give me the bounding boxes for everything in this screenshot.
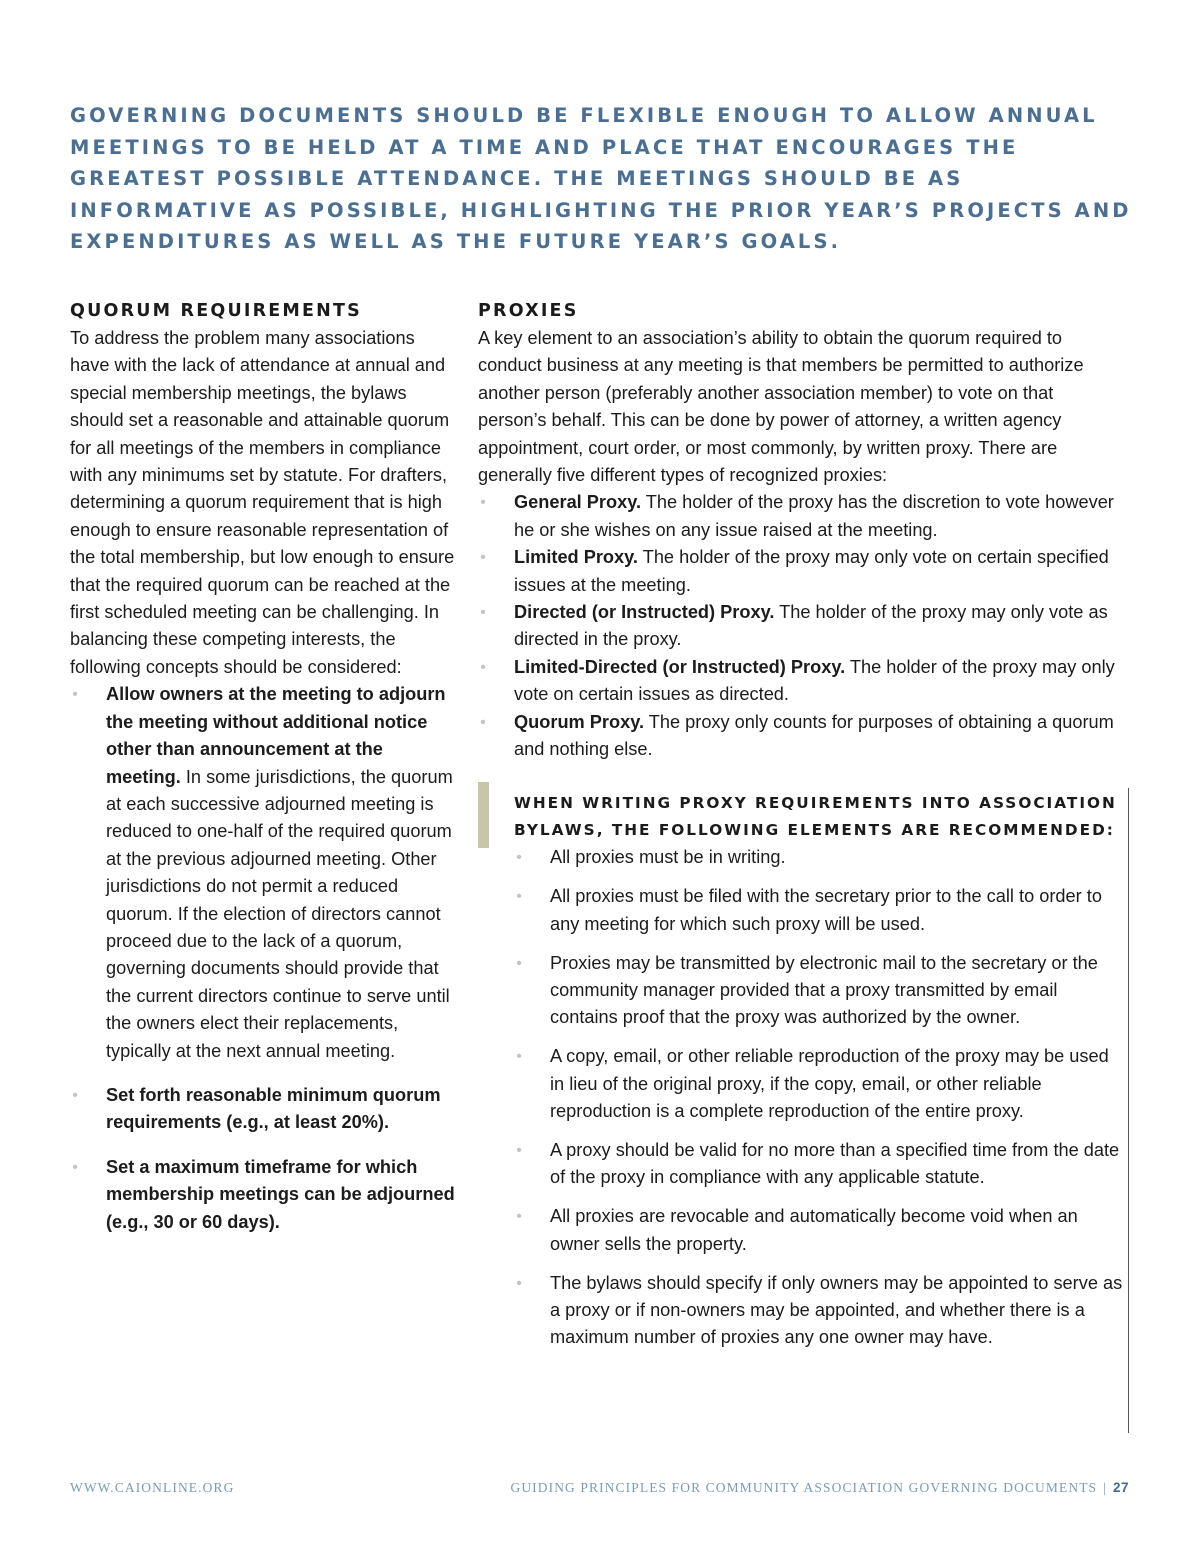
bullet-icon: • [516,1274,522,1292]
page-number: 27 [1112,1480,1129,1495]
quorum-intro: To address the problem many associations have with the lack of attendance at annual and special membership meetings, the bylaws should set a reasonable and attainable quorum for all meetings of the members in compliance with any minimums set by statute. For drafters, determining a quorum requirement that is high enough to ensure reasonable representation of the total membership, but low enough to ensure that the required quorum can be reached at the first scheduled meeting can be challenging. In balancing these competing interests, the following concepts should be considered: [70,328,455,677]
proxies-intro: A key element to an association’s ability to obtain the quorum required to conduct business at any meeting is that members be permitted to authorize another person (preferably another association member) to vote on that person’s behalf. This can be done by power of attorney, a written agency appointment, court order, or most commonly, by written proxy. There are generally five different types of recognized proxies: [478,328,1084,486]
bullet-icon: • [516,849,522,867]
callout-list [514,844,1126,1352]
bullet-icon: • [72,1086,78,1104]
footer-publication [510,1480,1129,1496]
list-item: • Set forth reasonable minimum quorum requirements (e.g., at least 20%). [70,1082,455,1137]
callout-accent-bar [478,782,489,848]
bullet-icon: • [516,954,522,972]
list-item: • All proxies are revocable and automatically become void when an owner sells the property. [514,1203,1126,1258]
footer-title: GUIDING PRINCIPLES FOR COMMUNITY ASSOCIATION GOVERNING DOCUMENTS [510,1480,1098,1495]
bullet-icon: • [480,604,486,622]
list-item: • Set a maximum timeframe for which membership meetings can be adjourned (e.g., 30 or 60 days). [70,1154,455,1236]
list-item: • The bylaws should specify if only owners may be appointed to serve as a proxy or if non-owners may be appointed, and whether there is a maximum number of proxies any one owner may have. [514,1270,1126,1352]
proxy-recommendations-callout [478,790,1126,1352]
quorum-heading: QUORUM REQUIREMENTS [70,301,362,321]
footer-website[interactable]: WWW.CAIONLINE.ORG [70,1480,235,1495]
list-item: • Quorum Proxy. The proxy only counts for purposes of obtaining a quorum and nothing else. [478,709,1126,764]
proxies-heading: PROXIES [478,301,579,321]
bullet-icon: • [516,1208,522,1226]
bullet-icon: • [516,1141,522,1159]
list-item: • Limited-Directed (or Instructed) Proxy. The holder of the proxy may only vote on certain issues as directed. [478,654,1126,709]
list-item: • General Proxy. The holder of the proxy has the discretion to vote however he or she wishes on any issue raised at the meeting. [478,489,1126,544]
list-item: • Limited Proxy. The holder of the proxy may only vote on certain specified issues at the meeting. [478,544,1126,599]
callout-heading: WHEN WRITING PROXY REQUIREMENTS INTO ASSOCIATION BYLAWS, THE FOLLOWING ELEMENTS ARE RECOMMENDED: [514,793,1117,839]
footer-separator: | [1103,1480,1107,1495]
bullet-icon: • [72,1158,78,1176]
bullet-icon: • [480,549,486,567]
list-item: • All proxies must be in writing. [514,844,1126,871]
callout-vertical-rule [1128,788,1129,1433]
list-item: • Directed (or Instructed) Proxy. The holder of the proxy may only vote as directed in the proxy. [478,599,1126,654]
proxies-section [478,298,1126,1352]
bullet-icon: • [72,686,78,704]
list-item: • Proxies may be transmitted by electronic mail to the secretary or the community manager provided that a proxy transmitted by email contains proof that the proxy was authorized by the owner. [514,950,1126,1032]
quorum-section [70,298,455,1236]
quorum-concepts-list [70,681,455,1236]
list-item: • A copy, email, or other reliable reproduction of the proxy may be used in lieu of the original proxy, if the copy, email, or other reliable reproduction is a complete reproduction of the entire proxy. [514,1043,1126,1125]
list-item: • All proxies must be filed with the secretary prior to the call to order to any meeting for which such proxy will be used. [514,883,1126,938]
bullet-icon: • [516,1048,522,1066]
bullet-icon: • [516,888,522,906]
bullet-icon: • [480,713,486,731]
proxy-types-list [478,489,1126,763]
list-item: • Allow owners at the meeting to adjourn the meeting without additional notice other than announcement at the meeting. In some jurisdictions, the quorum at each successive adjourned meeting is reduced to one-half of the required quorum at the previous adjourned meeting. Other jurisdictions do not permit a reduced quorum. If the election of directors cannot proceed due to the lack of a quorum, governing documents should provide that the current directors continue to serve until the owners elect their replacements, typically at the next annual meeting. [70,681,455,1065]
pull-quote: GOVERNING DOCUMENTS SHOULD BE FLEXIBLE ENOUGH TO ALLOW ANNUAL MEETINGS TO BE HELD AT A TIME AND PLACE THAT ENCOURAGES THE GREATEST POSSIBLE ATTENDANCE. THE MEETINGS SHOULD BE AS INFORMATIVE AS POSSIBLE, HIGHLIGHTING THE PRIOR YEAR’S PROJECTS AND EXPENDITURES AS WELL AS THE FUTURE YEAR’S GOALS. [70,104,1132,253]
bullet-icon: • [480,658,486,676]
bullet-icon: • [480,494,486,512]
list-item: • A proxy should be valid for no more than a specified time from the date of the proxy in compliance with any applicable statute. [514,1137,1126,1192]
